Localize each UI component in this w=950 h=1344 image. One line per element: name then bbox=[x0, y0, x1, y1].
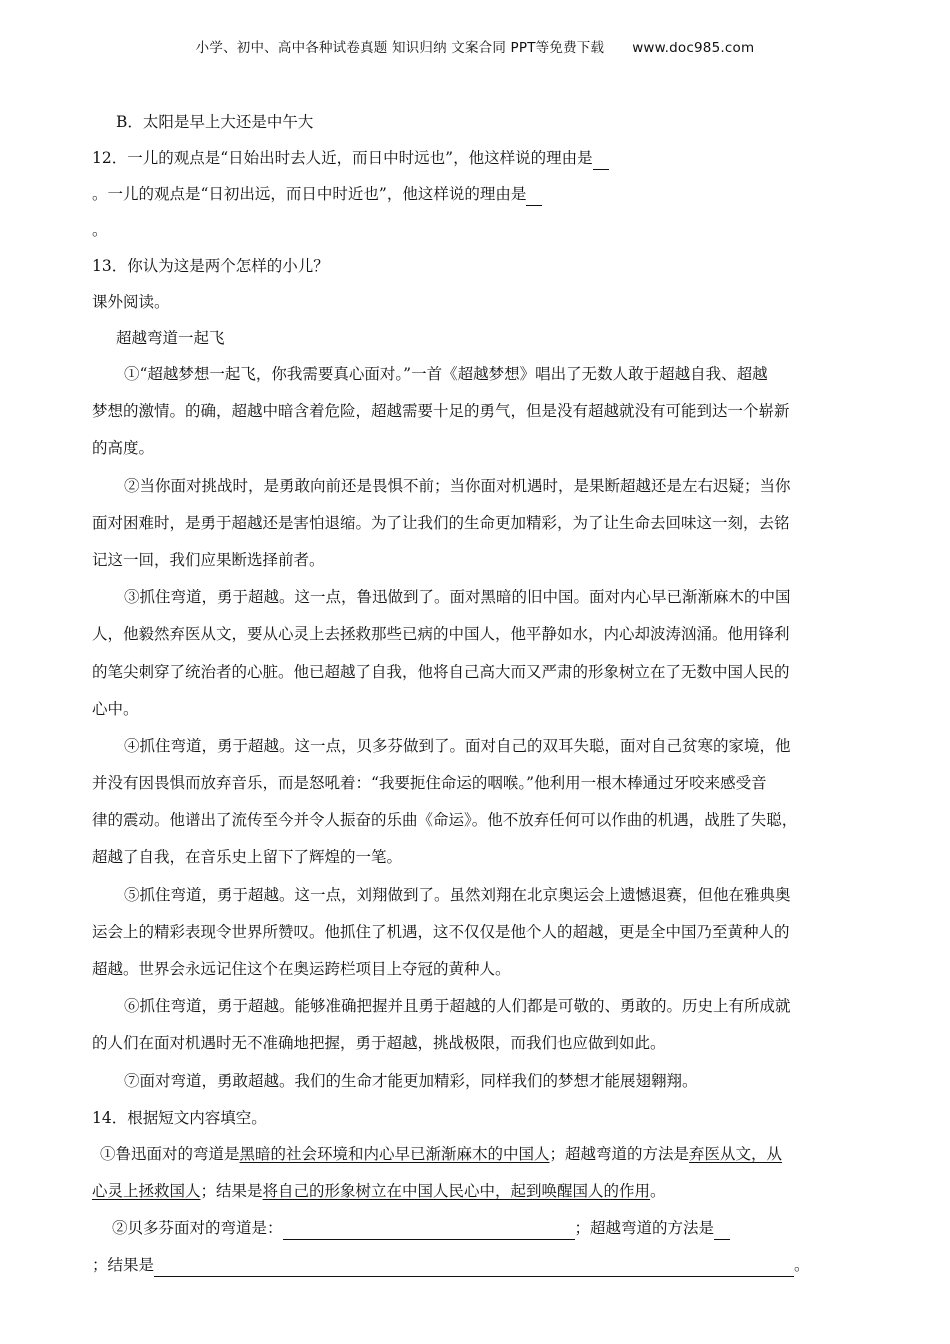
paragraph-line: 超越。世界会永远记住这个在奥运跨栏项目上夺冠的黄种人。 bbox=[92, 960, 511, 978]
paragraph-line: ①“超越梦想一起飞，你我需要真心面对。”一首《超越梦想》唱出了无数人敢于超越自我、超越 bbox=[124, 365, 768, 383]
paragraph-line: 梦想的激情。的确，超越中暗含着危险，超越需要十足的勇气，但是没有超越就没有可能到达一个崭新 bbox=[92, 402, 790, 421]
article-paragraph bbox=[92, 356, 892, 468]
paragraph-line: 并没有因畏惧而放弃音乐，而是怒吼着：“我要扼住命运的咽喉。”他利用一根木棒通过牙咬来感受音 bbox=[92, 774, 767, 793]
document-body bbox=[92, 104, 892, 1285]
article-paragraph bbox=[92, 728, 892, 877]
article-title: 超越弯道一起飞 bbox=[116, 329, 225, 347]
paragraph-line: 律的震动。他谱出了流传至今并令人振奋的乐曲《命运》。他不放弃任何可以作曲的机遇，战胜了失聪， bbox=[92, 811, 798, 830]
reading-label: 课外阅读。 bbox=[92, 293, 170, 311]
article bbox=[92, 356, 892, 1100]
question-12-line1: 12．一儿的观点是“日始出时去人近，而日中时远也”，他这样说的理由是 bbox=[92, 140, 892, 176]
paragraph-line: ③抓住弯道，勇于超越。这一点，鲁迅做到了。面对黑暗的旧中国。面对内心早已渐渐麻木的中国 bbox=[124, 588, 791, 607]
paragraph-line: 超越了自我，在音乐史上留下了辉煌的一笔。 bbox=[92, 848, 403, 867]
paragraph-line: 的高度。 bbox=[92, 439, 155, 458]
answer-underlined: 将自己的形象树立在中国人民心中，起到唤醒国人的作用 bbox=[262, 1181, 651, 1200]
question-12-line3: 。 bbox=[92, 221, 108, 239]
q14-item2-line1: ②贝多芬面对的弯道是： ；超越弯道的方法是 bbox=[92, 1210, 892, 1247]
paragraph-line: ⑥抓住弯道，勇于超越。能够准确把握并且勇于超越的人们都是可敬的、勇敢的。历史上有所成就 bbox=[124, 997, 791, 1016]
question-14-title: 14．根据短文内容填空。 bbox=[92, 1108, 267, 1127]
answer-blank[interactable] bbox=[154, 1256, 794, 1277]
paragraph-line: ⑤抓住弯道，勇于超越。这一点，刘翔做到了。虽然刘翔在北京奥运会上遗憾退赛，但他在雅典奥 bbox=[124, 885, 791, 904]
question-12-line2: 。一儿的观点是“日初出远，而日中时近也”，他这样说的理由是 bbox=[92, 176, 892, 212]
paragraph-line: 运会上的精彩表现令世界所赞叹。他抓住了机遇，这不仅仅是他个人的超越，更是全中国乃至黄种人的 bbox=[92, 922, 790, 941]
paragraph-line: 人，他毅然弃医从文，要从心灵上去拯救那些已病的中国人，他平静如水，内心却波涛汹涌。他用锋利 bbox=[92, 625, 790, 644]
paragraph-line: ④抓住弯道，勇于超越。这一点，贝多芬做到了。面对自己的双耳失聪，面对自己贫寒的家境，他 bbox=[124, 736, 791, 755]
q14-item1-line1: ①鲁迅面对的弯道是黑暗的社会环境和内心早已渐渐麻木的中国人；超越弯道的方法是弃医从文，从 bbox=[100, 1144, 783, 1163]
paragraph-line: 的笔尖刺穿了统治者的心脏。他已超越了自我，他将自己高大而又严肃的形象树立在了无数中国人民的 bbox=[92, 662, 790, 681]
header-url[interactable]: www.doc985.com bbox=[632, 40, 755, 56]
answer-underlined: 黑暗的社会环境和内心早已渐渐麻木的中国人 bbox=[239, 1144, 550, 1163]
paragraph-line: ②当你面对挑战时，是勇敢向前还是畏惧不前；当你面对机遇时，是果断超越还是左右迟疑；当你 bbox=[124, 476, 791, 495]
article-paragraph bbox=[92, 1063, 892, 1100]
answer-underlined: 弃医从文，从 bbox=[689, 1144, 783, 1163]
answer-blank[interactable] bbox=[283, 1219, 575, 1240]
q14-item1-line2: 心灵上拯救国人；结果是将自己的形象树立在中国人民心中，起到唤醒国人的作用。 bbox=[92, 1181, 666, 1200]
page-header bbox=[0, 36, 950, 56]
answer-blank[interactable] bbox=[593, 149, 609, 170]
paragraph-line: 心中。 bbox=[92, 699, 139, 718]
paragraph-line: 面对困难时，是勇于超越还是害怕退缩。为了让我们的生命更加精彩，为了让生命去回味这一刻，去铭 bbox=[92, 513, 790, 532]
answer-blank[interactable] bbox=[714, 1219, 730, 1240]
article-paragraph bbox=[92, 579, 892, 728]
answer-blank[interactable] bbox=[526, 185, 542, 206]
header-text: 小学、初中、高中各种试卷真题 知识归纳 文案合同 PPT等免费下载 bbox=[195, 40, 605, 56]
q14-item2-line2: ；结果是 。 bbox=[92, 1247, 892, 1284]
paragraph-line: 记这一回，我们应果断选择前者。 bbox=[92, 550, 325, 569]
paragraph-line: ⑦面对弯道，勇敢超越。我们的生命才能更加精彩，同样我们的梦想才能展翅翱翔。 bbox=[124, 1071, 698, 1090]
question-13: 13．你认为这是两个怎样的小儿？ bbox=[92, 257, 329, 275]
paragraph-line: 的人们在面对机遇时无不准确地把握，勇于超越，挑战极限，而我们也应做到如此。 bbox=[92, 1034, 666, 1053]
option-b: B．太阳是早上大还是中午大 bbox=[116, 113, 314, 131]
article-paragraph bbox=[92, 988, 892, 1062]
article-paragraph bbox=[92, 877, 892, 989]
answer-underlined: 心灵上拯救国人 bbox=[92, 1181, 201, 1200]
article-paragraph bbox=[92, 468, 892, 580]
